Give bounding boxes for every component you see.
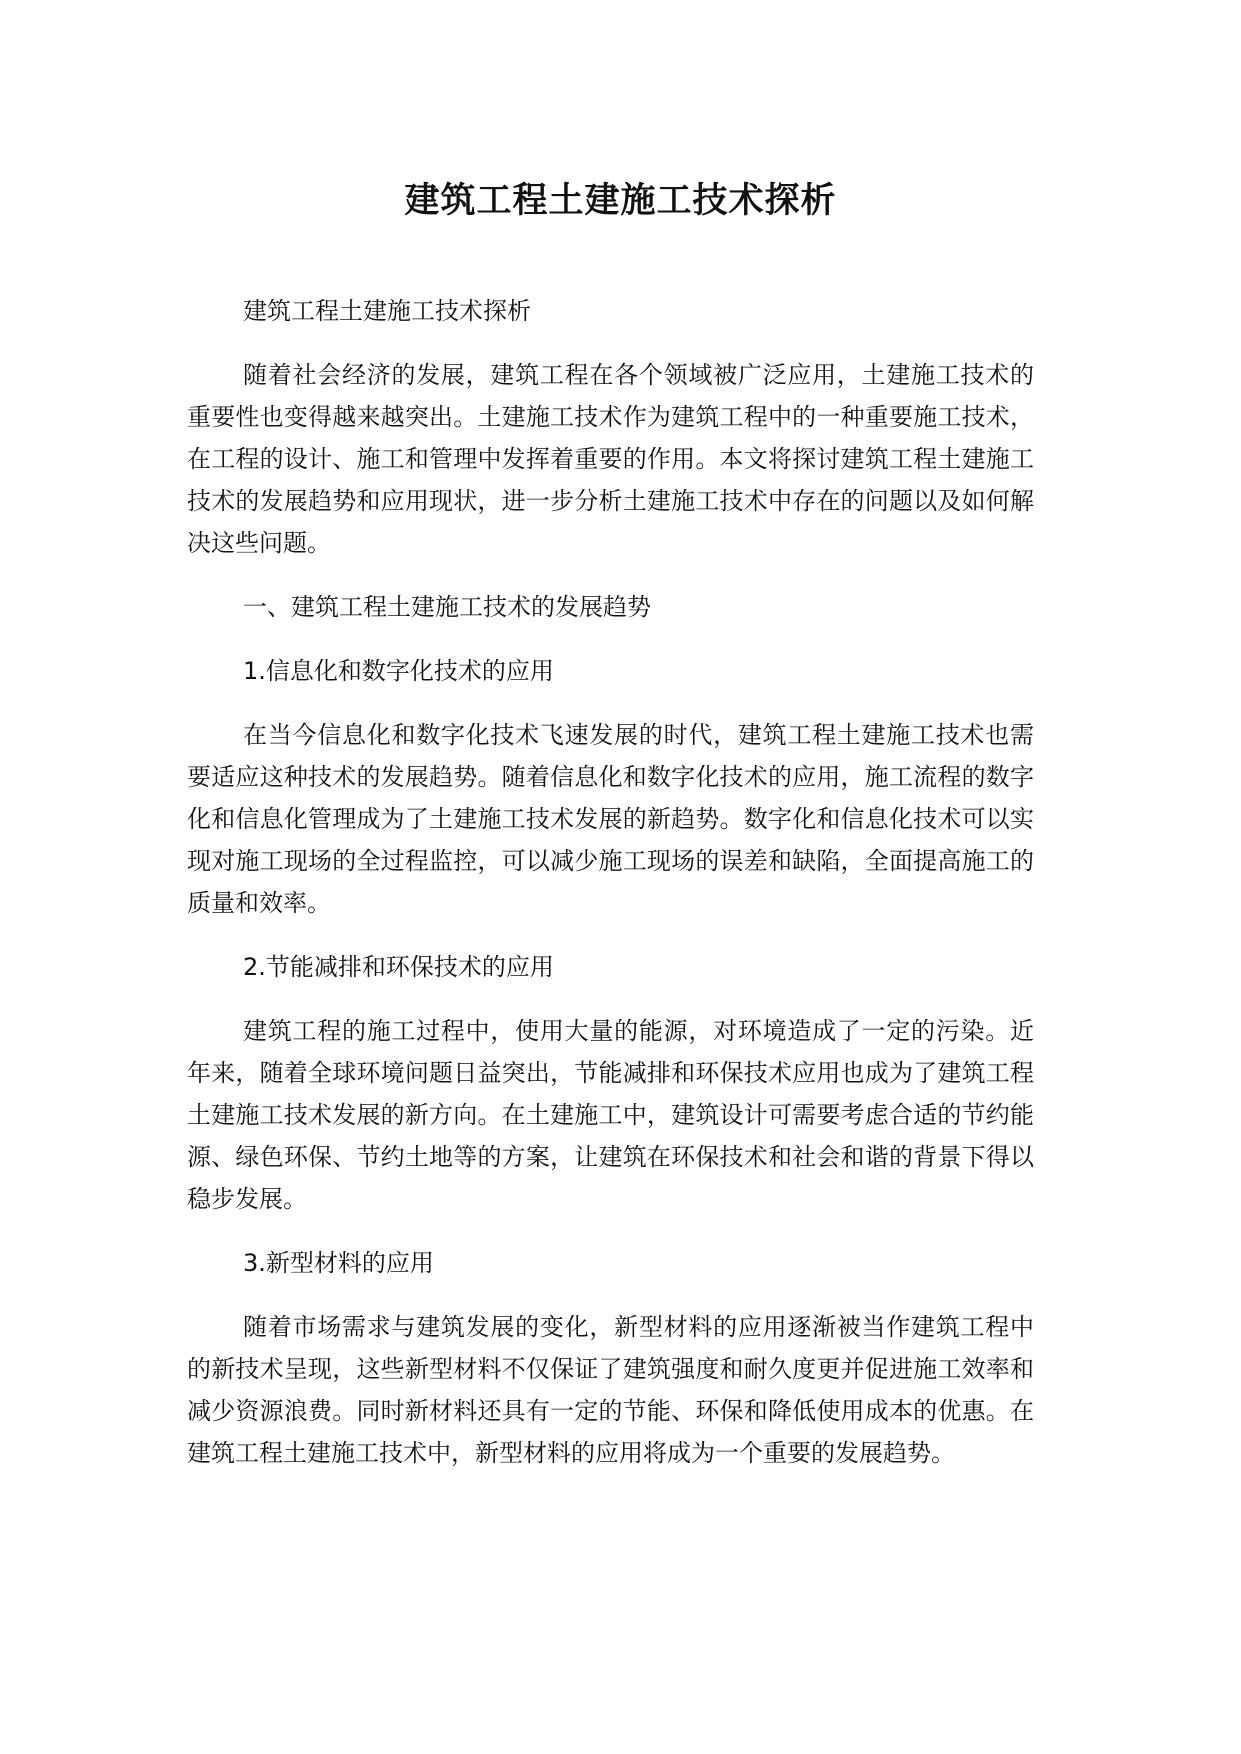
subsection-heading-2: 2.节能减排和环保技术的应用 — [243, 953, 554, 981]
subtitle-line: 建筑工程土建施工技术探析 — [243, 297, 531, 325]
document-title: 建筑工程土建施工技术探析 — [404, 181, 837, 221]
paragraph-energy-saving: 建筑工程的施工过程中，使用大量的能源，对环境造成了一定的污染。近年来，随着全球环境问题日益突出，节能减排和环保技术应用也成为了建筑工程土建施工技术发展的新方向。在土建施工中，建筑设计可需要考虑合适的节约能源、绿色环保、节约土地等的方案，让建筑在环保技术和社会和谐的背景下得以稳步发展。 — [187, 1017, 1034, 1213]
document-body — [187, 290, 1034, 1496]
subsection-heading-3: 3.新型材料的应用 — [243, 1249, 434, 1277]
intro-paragraph: 随着社会经济的发展，建筑工程在各个领域被广泛应用，土建施工技术的重要性也变得越来越突出。土建施工技术作为建筑工程中的一种重要施工技术，在工程的设计、施工和管理中发挥着重要的作用。本文将探讨建筑工程土建施工技术的发展趋势和应用现状，进一步分析土建施工技术中存在的问题以及如何解决这些问题。 — [187, 361, 1034, 557]
paragraph-digitalization: 在当今信息化和数字化技术飞速发展的时代，建筑工程土建施工技术也需要适应这种技术的发展趋势。随着信息化和数字化技术的应用，施工流程的数字化和信息化管理成为了土建施工技术发展的新趋势。数字化和信息化技术可以实现对施工现场的全过程监控，可以减少施工现场的误差和缺陷，全面提高施工的质量和效率。 — [187, 721, 1034, 917]
subsection-heading-1: 1.信息化和数字化技术的应用 — [243, 657, 554, 685]
paragraph-new-materials: 随着市场需求与建筑发展的变化，新型材料的应用逐渐被当作建筑工程中的新技术呈现，这些新型材料不仅保证了建筑强度和耐久度更并促进施工效率和减少资源浪费。同时新材料还具有一定的节能、环保和降低使用成本的优惠。在建筑工程土建施工技术中，新型材料的应用将成为一个重要的发展趋势。 — [187, 1313, 1034, 1467]
section-heading-1: 一、建筑工程土建施工技术的发展趋势 — [243, 593, 651, 621]
